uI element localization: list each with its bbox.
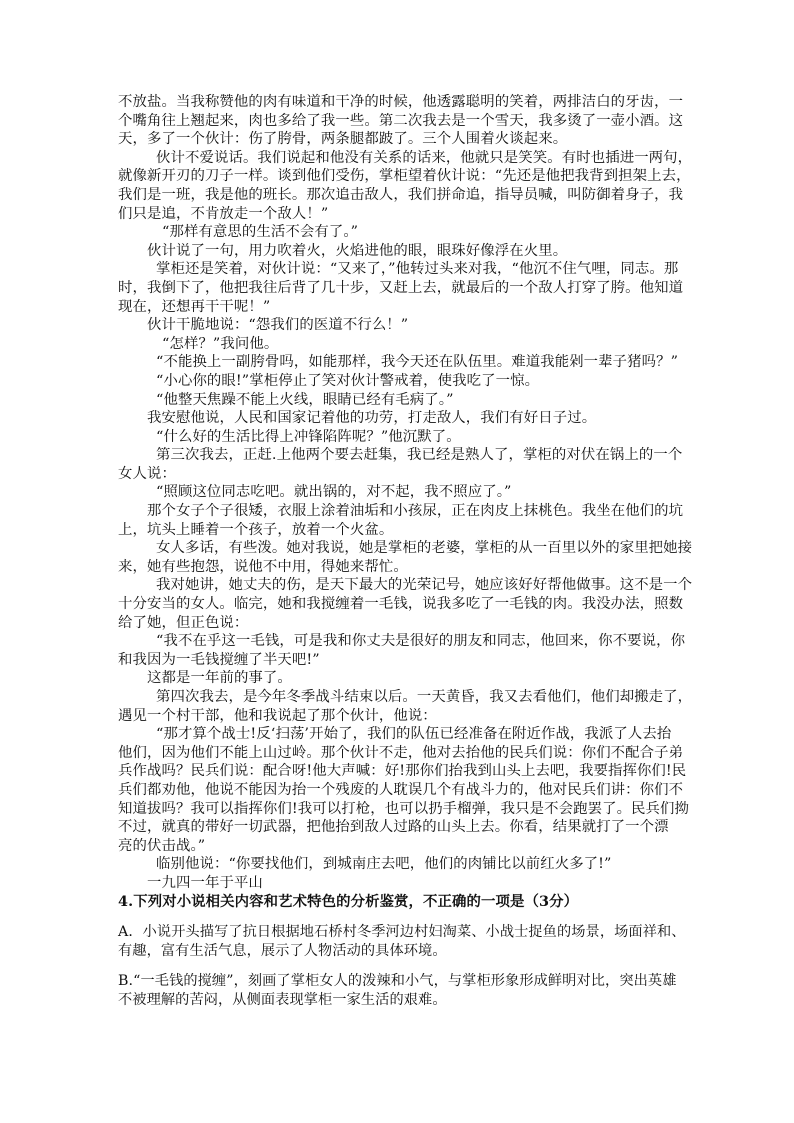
passage-line: 伙计不爱说话。我们说起和他没有关系的话来，他就只是笑笑。有时也插进一两句， (156, 149, 693, 166)
passage-line: 第三次我去，正赶.上他两个要去赶集，我已经是熟人了，掌柜的对伏在锅上的一个 (156, 447, 683, 464)
option-a-line-2: 有趣，富有生活气息，展示了人物活动的具体环境。 (118, 942, 447, 959)
passage-line: 个嘴角往上翘起来，肉也多给了我一些。第二次我去是一个雪天，我多烫了一壶小酒。这 (118, 112, 684, 129)
option-b-line-2: 不被理解的苦闷，从侧面表现掌柜一家生活的艰难。 (118, 991, 447, 1008)
passage-line: “那才算个战士!反‘扫荡’开始了，我们的队伍已经准备在附近作战，我派了人去抬 (156, 726, 672, 743)
question-4 (118, 893, 680, 912)
document-page (118, 93, 693, 1010)
passage-line: 这都是一年前的事了。 (147, 670, 292, 687)
passage-line: 天，多了一个伙计：伤了胯骨，两条腿都跛了。三个人围着火谈起来。 (118, 131, 568, 148)
passage-line: “那样有意思的生活不会有了。” (162, 224, 359, 241)
passage-line: 上，坑头上睡着一个孩子，放着一个火盆。 (118, 521, 394, 538)
question-text: 4.下列对小说相关内容和艺术特色的分析鉴赏，不正确的一项是（3分） (118, 892, 579, 910)
passage-line: “怎样？”我问他。 (162, 335, 279, 352)
option-b-line-1: B.“一毛钱的搅缠”，刻画了掌柜女人的泼辣和小气，与掌柜形象形成鲜明对比，突出英雄 (118, 973, 677, 990)
passage-line: 我们是一班，我是他的班长。那次追击敌人，我们拼命追，指导员喊，叫防御着身子，我 (118, 186, 684, 203)
passage-line: 伙计干脆地说：“怨我们的医道不行么！” (147, 317, 409, 334)
passage-line: 掌柜还是笑着，对伙计说：“又来了，”他转过头来对我，“他沉不住气哩，同志。那 (156, 261, 679, 278)
passage-line: 时，我倒下了，他把我往后背了几十步，又赶上去，就最后的一个敌人打穿了胯。他知道 (118, 279, 684, 296)
passage-line: 亮的伏击战。” (118, 837, 206, 854)
passage-line: 临别他说：“你要找他们，到城南庄去吧，他们的肉铺比以前红火多了!” (156, 856, 612, 873)
passage-line: 女人多话，有些泼。她对我说，她是掌柜的老婆，掌柜的从一百里以外的家里把她接 (156, 540, 693, 557)
passage-line: 不过，就真的带好一切武器，把他抬到敌人过路的山头上去。你看，结果就打了一个漂 (118, 819, 669, 836)
passage-line: 们只是追，不肯放走一个敌人！” (118, 205, 329, 222)
passage-line: “我不在乎这一毛钱，可是我和你丈夫是很好的朋友和同志，他回来，你不要说，你 (156, 633, 686, 650)
passage-line: 第四次我去，是今年冬季战斗结束以后。一天黄昏，我又去看他们，他们却搬走了， (156, 689, 693, 705)
passage-line: “照顾这位同志吃吧。就出锅的，对不起，我不照应了。” (156, 484, 512, 501)
passage-line: 和我因为一毛钱搅缠了半天吧!” (118, 651, 320, 668)
passage-line: 那个女子个子很矮，衣服上涂着油垢和小孩尿，正在肉皮上抹桃色。我坐在他们的坑 (147, 503, 684, 520)
passage-line: 遇见一个村干部，他和我说起了那个伙计，他说： (118, 707, 437, 724)
passage-line: 就像新开刃的刀子一样。谈到他们受伤，掌柜望着伙计说：“先还是他把我背到担架上去， (118, 168, 691, 185)
passage-line: 一九四一年于平山 (147, 874, 263, 891)
passage-line: 现在，还想再干干呢！” (118, 298, 271, 315)
passage-line: 他们，因为他们不能上山过岭。那个伙计不走，他对去抬他的民兵们说：你们不配合子弟 (118, 744, 684, 761)
passage-line: 十分安当的女人。临完，她和我搅缠着一毛钱，说我多吃了一毛钱的肉。我没办法，照数 (118, 596, 684, 613)
passage-line: 兵们都劝他，他说不能因为抬一个残废的人耽误几个有战斗力的，他对民兵们讲：你们不 (118, 781, 684, 798)
option-a (118, 923, 686, 960)
passage-line: 兵作战吗？民兵们说：配合呀!他大声喊：好!那你们抬我到山头上去吧，我要指挥你们!民 (118, 763, 687, 780)
passage-line: 不放盐。当我称赞他的肉有味道和干净的时候，他透露聪明的笑着，两排洁白的牙齿，一 (118, 94, 684, 110)
passage-line: 伙计说了一句，用力吹着火，火焰进他的眼，眼珠好像浮在火里。 (147, 242, 568, 259)
passage-line: “什么好的生活比得上冲锋陷阵呢？”他沉默了。 (156, 428, 461, 445)
passage-line: 我对她讲，她丈夫的伤，是天下最大的光荣记号，她应该好好帮他做事。这不是一个 (156, 577, 693, 594)
passage-line: “不能换上一副胯骨吗，如能那样，我今天还在队伍里。难道我能剁一辈子猪吗？” (156, 354, 679, 371)
passage-line: 我安慰他说，人民和国家记着他的功劳，打走敌人，我们有好日子过。 (147, 410, 597, 427)
passage-line: “小心你的眼!”掌柜停止了笑对伙计警戒着，使我吃了一惊。 (156, 372, 540, 389)
passage-line: 给了她，但正色说： (118, 614, 249, 631)
passage-line: 女人说： (118, 465, 176, 482)
passage-line: “他整天焦躁不能上火线，眼睛已经有毛病了。” (156, 391, 454, 408)
story-passage (118, 93, 693, 893)
option-b (118, 972, 680, 1009)
option-a-line-1: A．小说开头描写了抗日根据地石桥村冬季河边村妇淘菜、小战士捉鱼的场景，场面祥和、 (118, 924, 686, 941)
passage-line: 来，她有些抱怨，说他不中用，得她来帮忙。 (118, 558, 408, 575)
passage-line: 知道拔吗？我可以指挥你们!我可以打枪，也可以扔手榴弹，我只是不会跑罢了。民兵们拗 (118, 800, 690, 817)
